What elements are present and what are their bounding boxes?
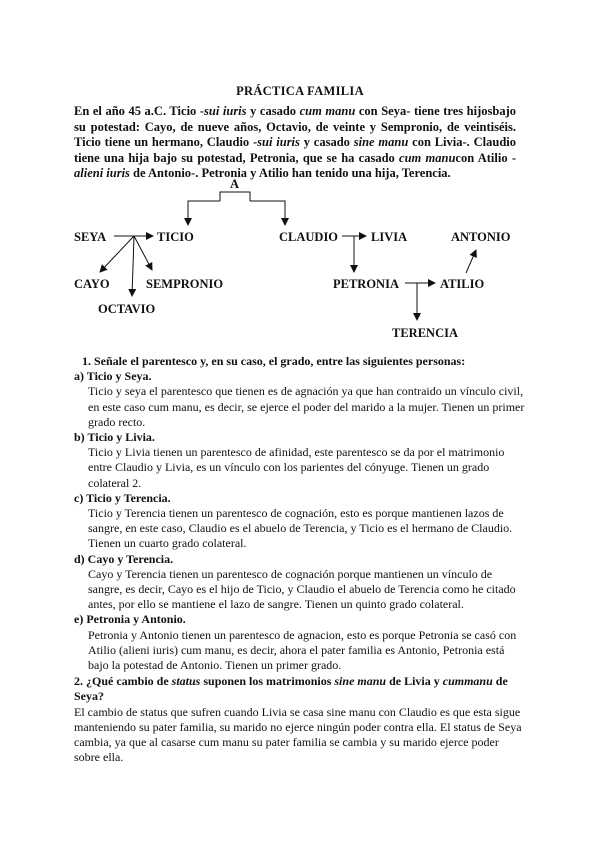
- intro-text: de Antonio-. Petronia y Atilio han tenido una hija, Terencia.: [129, 166, 451, 181]
- question-2-answer: El cambio de status que sufren cuando Livia se casa sine manu con Claudio es que esta sigue manteniendo su pater familia, su marido no ejerce ningún poder contra ella. El status de Seya cambia, ya que al casarse cum manu su pater familia se cambia y su marido ejerce poder sobre ella.: [74, 704, 522, 765]
- question-1b-answer: Ticio y Livia tienen un parentesco de afinidad, este parentesco se da por el matrimonio entre Claudio y Livia, es un vínculo con los parientes del cónyuge. Tienen un grado colateral 2.: [88, 445, 505, 490]
- q2-text: 2. ¿Qué cambio de: [74, 674, 172, 689]
- node-octavio: OCTAVIO: [98, 302, 156, 316]
- intro-term: alieni iuris: [74, 166, 130, 181]
- question-2-heading: [74, 674, 526, 704]
- arrow-to-sempronio: [134, 236, 152, 270]
- node-a: A: [230, 178, 240, 191]
- node-cayo: CAYO: [74, 277, 110, 291]
- node-atilio: ATILIO: [440, 277, 485, 291]
- node-sempronio: SEMPRONIO: [146, 277, 224, 291]
- node-claudio: CLAUDIO: [279, 230, 339, 244]
- page-title: PRÁCTICA FAMILIA: [236, 84, 364, 98]
- question-1b-label: b) Ticio y Livia.: [74, 430, 155, 445]
- family-tree-diagram: [0, 178, 600, 348]
- question-1c-label: c) Ticio y Terencia.: [74, 490, 171, 505]
- question-1d-answer: Cayo y Terencia tienen un parentesco de cognación porque mantienen un vínculo de sangre, es decir, Cayo es el hijo de Ticio, y Claudio el abuelo de Terencia como he citado antes, por ello se mantiene el lazo de sangre. Tienen un quinto grado colateral.: [88, 566, 516, 612]
- tree-line-a: [220, 192, 250, 201]
- question-1a-answer: Ticio y seya el parentesco que tienen es de agnación ya que han contraido un vínculo civil, en este caso cum manu, es decir, se ejerce el poder del marido a la mujer. Tienen un primer grado recto.: [88, 384, 525, 429]
- question-1e-label: e) Petronia y Antonio.: [74, 612, 186, 627]
- node-seya: SEYA: [74, 230, 107, 244]
- q2-term: status: [171, 674, 201, 689]
- node-terencia: TERENCIA: [392, 326, 458, 340]
- node-livia: LIVIA: [371, 230, 408, 244]
- question-1e-answer: Petronia y Antonio tienen un parentesco de agnacion, esto es porque Petronia se casó con Atilio (alieni iuris) cum manu, es decir, ahora el pater familia es Antonio, Petronia está bajo la potestad de Antonio. Tienen un primer grado.: [88, 627, 517, 673]
- intro-text: con Seya- tiene tres hijosbajo su potestad: Cayo, de nueve años, Octavio, de veinte y Sempronio, de veintiséis. Ticio tiene un hermano, Claudio -: [74, 104, 516, 150]
- q2-term: sine manu: [334, 674, 387, 689]
- q2-text: de Seya?: [74, 674, 508, 704]
- question-1d-label: d) Cayo y Terencia.: [74, 551, 174, 566]
- intro-text: con Livia-. Claudio tiene una hija bajo su potestad, Petronia, que se ha casado: [74, 135, 516, 165]
- intro-text: y casado: [299, 135, 354, 150]
- node-antonio: ANTONIO: [451, 230, 511, 244]
- arrow-to-octavio: [132, 236, 134, 296]
- intro-text: con Atilio -: [455, 150, 516, 165]
- intro-term: sine manu: [353, 135, 409, 150]
- questions-section: [74, 354, 526, 765]
- intro-text: y casado: [246, 104, 300, 118]
- node-petronia: PETRONIA: [333, 277, 399, 291]
- q2-text: suponen los matrimonios: [200, 674, 335, 689]
- intro-term: sui iuris: [204, 104, 247, 118]
- question-1a-label: a) Ticio y Seya.: [74, 369, 152, 384]
- q2-text: de Livia y: [386, 674, 443, 689]
- tree-line-a-left: [188, 201, 220, 225]
- arrow-to-antonio: [466, 250, 476, 273]
- tree-line-a-right: [250, 201, 285, 225]
- question-1-heading: 1. Señale el parentesco y, en su caso, el grado, entre las siguientes personas:: [82, 354, 466, 368]
- intro-text: En el año 45 a.C. Ticio -: [74, 104, 205, 118]
- q2-term: cummanu: [442, 674, 493, 689]
- intro-term: cum manu: [399, 150, 456, 165]
- intro-term: cum manu: [299, 104, 356, 118]
- intro-paragraph: [74, 104, 516, 182]
- node-ticio: TICIO: [157, 230, 194, 244]
- intro-term: sui iuris: [257, 135, 300, 150]
- question-1c-answer: Ticio y Terencia tienen un parentesco de cognación, esto es porque mantienen lazos de sangre, en este caso, Claudio es el abuelo de Terencia, y Ticio es el hermano de Claudio. Tienen un cuarto grado colateral.: [88, 506, 513, 551]
